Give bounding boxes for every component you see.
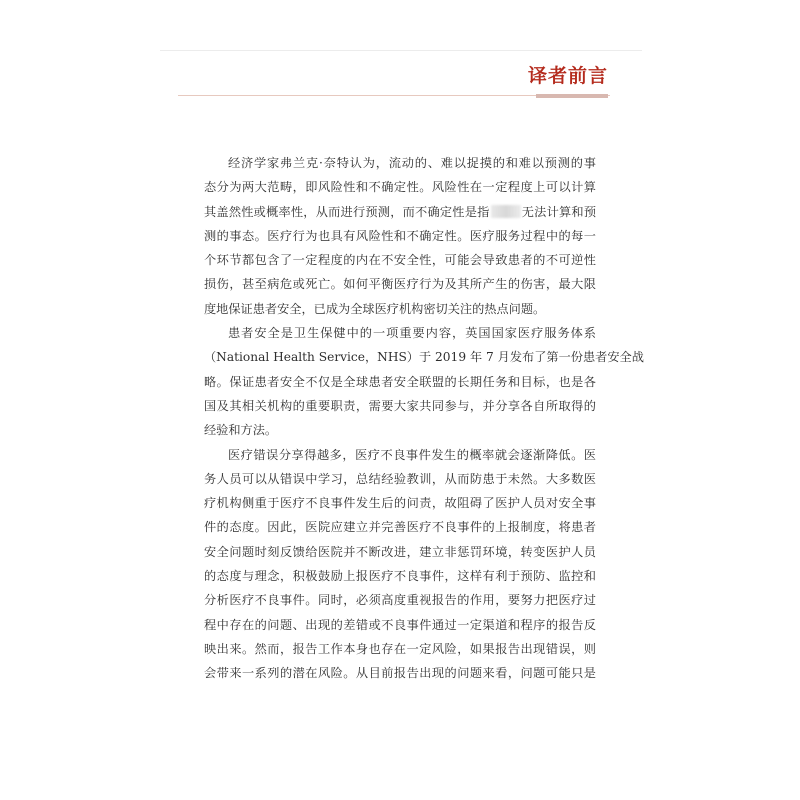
- text-line: 患者安全是卫生保健中的一项重要内容，英国国家医疗服务体系: [228, 326, 596, 341]
- text-line-with-redaction: [204, 200, 596, 224]
- paragraph-3: [204, 443, 596, 686]
- text-line: 分析医疗不良事件。同时，必须高度重视报告的作用，要努力把医疗过: [204, 593, 596, 608]
- text-line: 医疗错误分享得越多，医疗不良事件发生的概率就会逐渐降低。医: [228, 447, 596, 462]
- text-line: 态分为两大范畴，即风险性和不确定性。风险性在一定程度上可以计算: [204, 180, 596, 195]
- text-fragment: 其盖然性或概率性，从而进行预测，而不确定性是指: [204, 204, 490, 219]
- text-line: 程中存在的问题、出现的差错或不良事件通过一定渠道和程序的报告反: [204, 617, 596, 632]
- text-line: 经验和方法。: [204, 423, 278, 438]
- text-line: 疗机构侧重于医疗不良事件发生后的问责，故阻碍了医护人员对安全事: [204, 496, 596, 511]
- text-line: 映出来。然而，报告工作本身也存在一定风险，如果报告出现错误，则: [204, 641, 596, 656]
- paragraph-2: [204, 321, 644, 442]
- text-line: 务人员可以从错误中学习，总结经验教训，从而防患于未然。大多数医: [204, 471, 596, 486]
- text-line: 的态度与理念，积极鼓励上报医疗不良事件，这样有利于预防、监控和: [204, 569, 596, 584]
- text-line: （National Health Service，NHS）于 2019 年 7 月发布了第一份患者安全战: [204, 350, 644, 365]
- paragraph-1: [204, 151, 596, 321]
- page-top-edge: [160, 50, 642, 51]
- text-line: 国及其相关机构的重要职责，需要大家共同参与，并分享各自所取得的: [204, 398, 596, 413]
- text-line: 安全问题时刻反馈给医院并不断改进，建立非惩罚环境，转变医护人员: [204, 544, 596, 559]
- blurred-region: [491, 205, 521, 218]
- text-fragment: 无法计算和预: [521, 204, 597, 219]
- text-line: 个环节都包含了一定程度的内在不安全性，可能会导致患者的不可逆性: [204, 253, 596, 268]
- chapter-header: [178, 62, 610, 96]
- text-line: 会带来一系列的潜在风险。从目前报告出现的问题来看，问题可能只是: [204, 666, 596, 681]
- text-line: 略。保证患者安全不仅是全球患者安全联盟的长期任务和目标，也是各: [204, 374, 596, 389]
- text-line: 件的态度。因此，医院应建立并完善医疗不良事件的上报制度，将患者: [204, 520, 596, 535]
- text-line: 经济学家弗兰克·奈特认为，流动的、难以捉摸的和难以预测的事: [228, 156, 596, 170]
- text-line: 测的事态。医疗行为也具有风险性和不确定性。医疗服务过程中的每一: [204, 228, 596, 243]
- text-line: 度地保证患者安全，已成为全球医疗机构密切关注的热点问题。: [204, 301, 546, 316]
- body-text: [204, 151, 644, 686]
- chapter-title: 译者前言: [527, 65, 608, 87]
- text-line: 损伤，甚至病危或死亡。如何平衡医疗行为及其所产生的伤害，最大限: [204, 277, 596, 292]
- header-accent-bar: [536, 94, 608, 98]
